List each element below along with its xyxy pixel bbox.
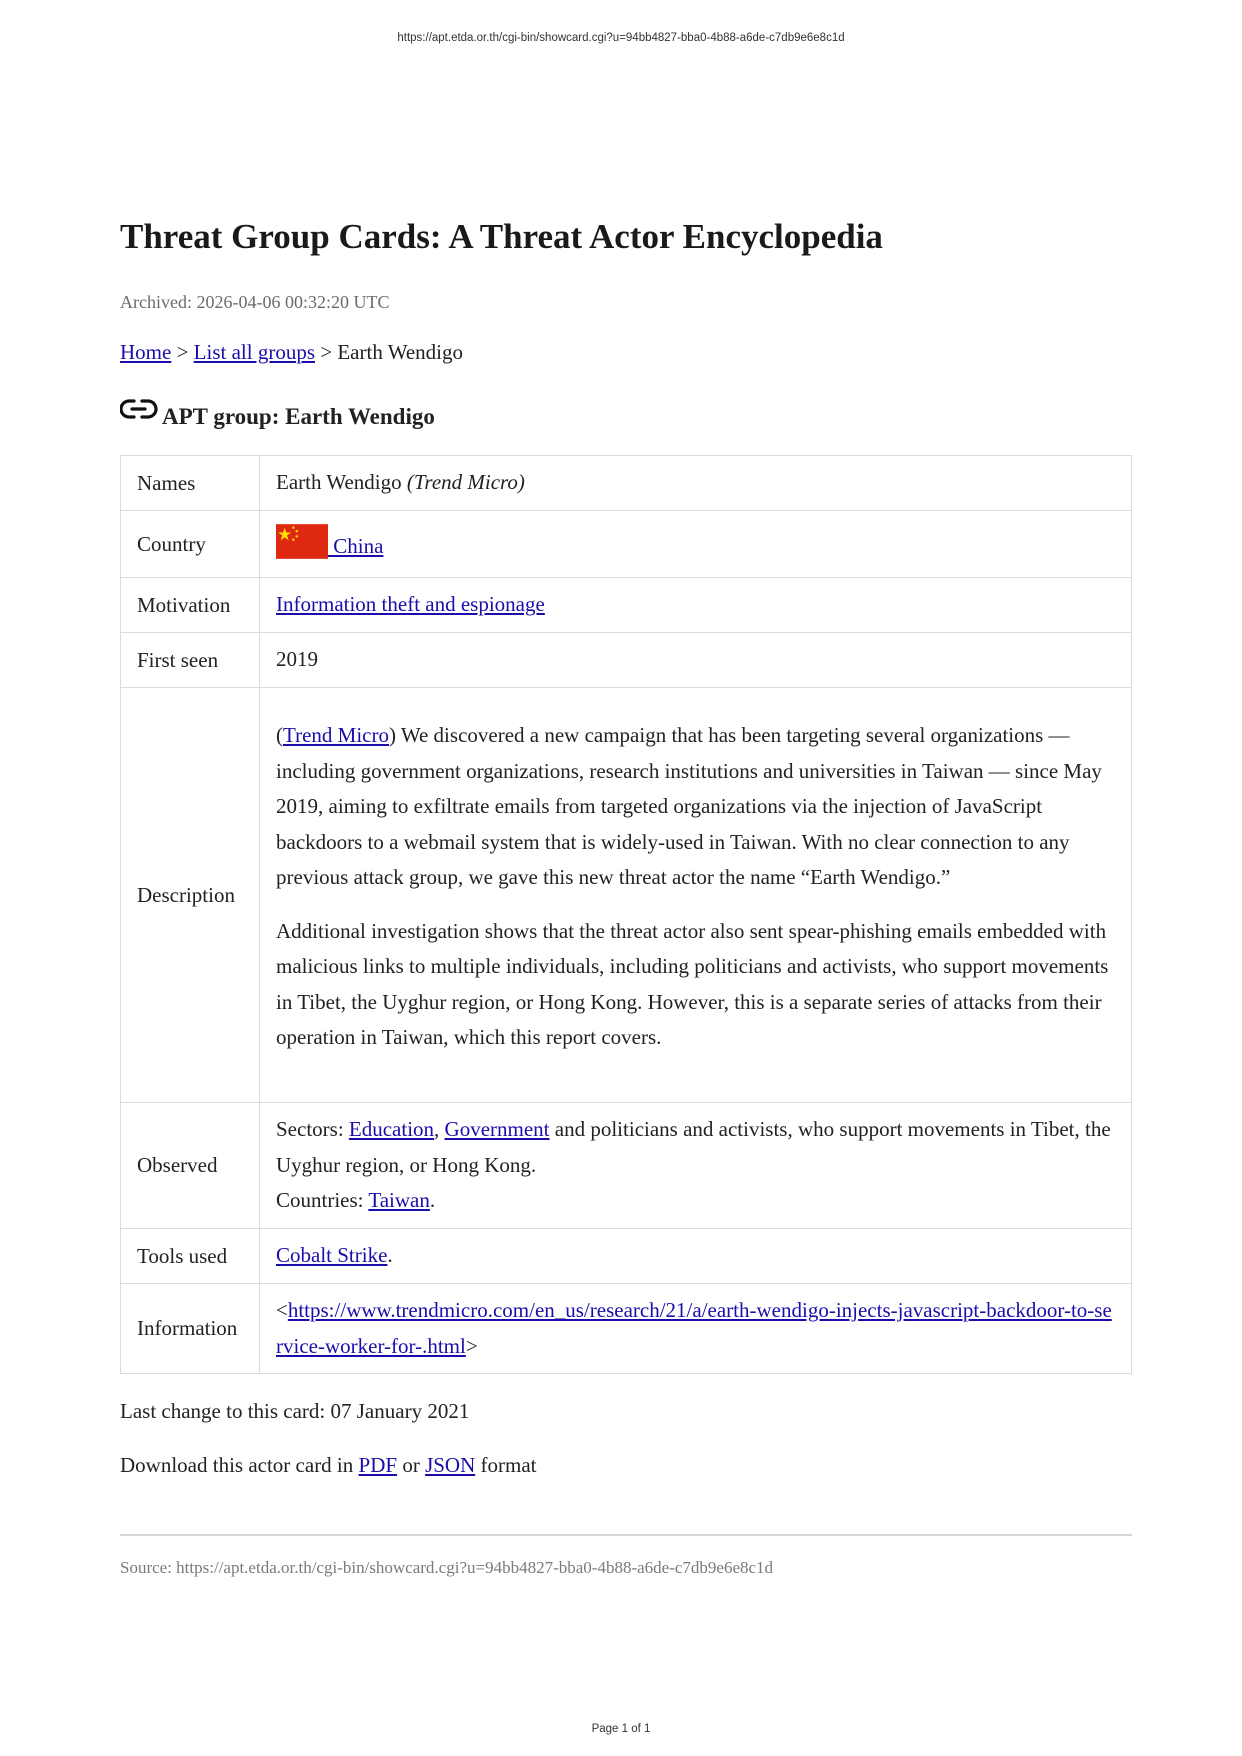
comma: ,: [434, 1117, 445, 1142]
page-number: Page 1 of 1: [591, 1723, 651, 1735]
download-text: [120, 1453, 1132, 1478]
country-name: China: [328, 533, 384, 558]
download-suffix: format: [475, 1453, 537, 1477]
trend-micro-link[interactable]: Trend Micro: [283, 723, 389, 748]
last-change-text: Last change to this card: 07 January 2021: [120, 1399, 470, 1423]
table-row-names: [121, 456, 1132, 511]
row-label: Information: [121, 1284, 260, 1374]
sector-government-link[interactable]: Government: [444, 1117, 550, 1142]
row-label: Country: [121, 511, 260, 578]
table-row-description: [121, 688, 1132, 1103]
row-label: Observed: [121, 1103, 260, 1229]
json-download-link[interactable]: JSON: [425, 1453, 476, 1477]
observed-value: [260, 1103, 1132, 1229]
row-label: Description: [121, 688, 260, 1103]
description-value: [260, 688, 1132, 1103]
country-taiwan-link[interactable]: Taiwan: [368, 1188, 430, 1213]
sector-education-link[interactable]: Education: [348, 1117, 435, 1142]
angle-open: <: [276, 1298, 288, 1322]
description-text: ) We discovered a new campaign that has been targeting several organizations — including government organizations, research institutions and universities in Taiwan — since May 2019, aiming to exfiltrate emails from targeted organizations via the injection of JavaScript backdoors to a webmail system that is widely-used in Taiwan. With no clear connection to any previous attack group, we gave this new threat actor the name “Earth Wendigo.”: [276, 723, 1102, 890]
main-content: [120, 212, 1132, 1578]
motivation-value: [260, 578, 1132, 633]
motivation-link[interactable]: Information theft and espionage: [276, 592, 545, 617]
breadcrumb-list-link[interactable]: List all groups: [193, 340, 315, 364]
source-url: Source: https://apt.etda.or.th/cgi-bin/showcard.cgi?u=94bb4827-bba0-4b88-a6de-c7db9e6e8c1d: [120, 1558, 774, 1577]
breadcrumb-separator: >: [171, 340, 194, 364]
breadcrumb: [120, 340, 1132, 365]
group-heading: [120, 395, 1132, 435]
archived-timestamp: Archived: 2026-04-06 00:32:20 UTC: [120, 292, 390, 312]
paren-open: (: [276, 723, 283, 748]
description-paragraph: [276, 718, 1115, 896]
actor-name: Earth Wendigo: [276, 470, 402, 495]
tools-suffix: .: [387, 1243, 393, 1268]
sectors-prefix: Sectors:: [276, 1117, 349, 1142]
information-value: [260, 1284, 1132, 1374]
country-link[interactable]: [276, 534, 383, 558]
table-row-motivation: [121, 578, 1132, 633]
table-row-information: [121, 1284, 1132, 1374]
country-value: [260, 511, 1132, 578]
download-prefix: Download this actor card in: [120, 1453, 359, 1477]
group-name-heading: APT group: Earth Wendigo: [162, 404, 435, 429]
link-icon[interactable]: [120, 395, 158, 425]
countries-suffix: .: [429, 1188, 436, 1213]
name-source: (Trend Micro): [406, 470, 525, 495]
download-or: or: [397, 1453, 426, 1477]
table-row-observed: [121, 1103, 1132, 1229]
china-flag-icon: [276, 524, 328, 559]
pdf-download-link[interactable]: PDF: [358, 1453, 398, 1477]
breadcrumb-home-link[interactable]: Home: [120, 340, 172, 364]
table-row-tools: [121, 1229, 1132, 1284]
row-label: First seen: [121, 633, 260, 688]
row-label: Names: [121, 456, 260, 511]
divider: [120, 1534, 1132, 1536]
tool-cobalt-strike-link[interactable]: Cobalt Strike: [276, 1243, 388, 1268]
sectors-suffix: and politicians and activists, who support movements in Tibet, the Uyghur region, or Hong Kong.: [276, 1117, 1111, 1177]
table-row-first-seen: [121, 633, 1132, 688]
first-seen-value: 2019: [260, 633, 1132, 688]
description-paragraph: Additional investigation shows that the threat actor also sent spear-phishing emails embedded with malicious links to multiple individuals, including politicians and activists, who support movements in Tibet, the Uyghur region, or Hong Kong. However, this is a separate series of attacks from their operation in Taiwan, which this report covers.: [276, 918, 1109, 1050]
actor-card-table: [120, 455, 1132, 1374]
angle-close: >: [465, 1333, 478, 1358]
page-title: Threat Group Cards: A Threat Actor Encyclopedia: [120, 217, 883, 256]
countries-prefix: Countries:: [276, 1188, 369, 1213]
tools-value: [260, 1229, 1132, 1284]
information-link[interactable]: https://www.trendmicro.com/en_us/research/21/a/earth-wendigo-injects-javascript-backdoor-to-service-worker-for-.html: [276, 1298, 1112, 1358]
print-header-url: https://apt.etda.or.th/cgi-bin/showcard.cgi?u=94bb4827-bba0-4b88-a6de-c7db9e6e8c1d: [397, 32, 845, 44]
row-label: Motivation: [121, 578, 260, 633]
table-row-country: [121, 511, 1132, 578]
breadcrumb-current: Earth Wendigo: [337, 340, 463, 364]
names-value: [260, 456, 1132, 511]
row-label: Tools used: [121, 1229, 260, 1284]
breadcrumb-separator: >: [315, 340, 338, 364]
